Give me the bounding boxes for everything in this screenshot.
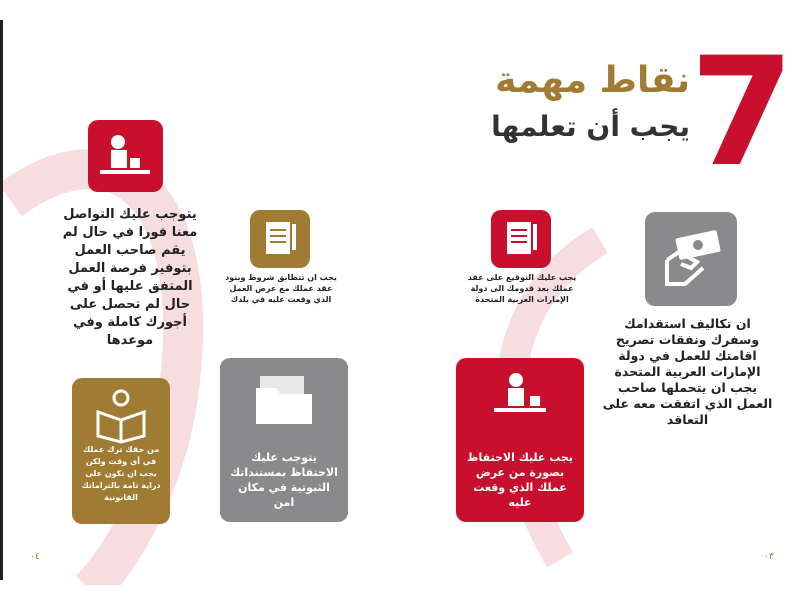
contract-match-text: يجب ان تتطابق شروط وبنود عقد عملك مع عرض العمل الذي وقعت عليه في بلدك xyxy=(225,273,337,304)
title-main: نقاط مهمة xyxy=(495,60,690,101)
leave-job-tile xyxy=(72,378,170,524)
worker-desk-icon xyxy=(88,120,163,192)
bottom-margin xyxy=(0,585,800,600)
sign-contract-text: يجب عليك التوقيع على عقد عملك بعد قدومك الى دولة الإمارات العربية المتحدة xyxy=(467,273,577,304)
page-number-right: ٠٣ xyxy=(764,552,774,562)
contact-tile xyxy=(88,120,163,192)
keep-offer-tile xyxy=(456,358,584,522)
title-sub: يجب أن تعلمها xyxy=(491,110,690,143)
money-tile xyxy=(645,212,737,306)
keep-documents-text: يتوجب عليك الاحتفاظ بمستنداتك الثبوتية في مكان امن xyxy=(230,451,338,509)
leave-job-text: من حقك ترك عملك في أي وقت ولكن يجب ان تكون على دراية تامة بالتزاماتك القانونية xyxy=(81,445,161,502)
page-number-left: ٠٤ xyxy=(30,552,40,562)
folder-icon xyxy=(220,358,348,438)
keep-documents-tile xyxy=(220,358,348,522)
money-hand-icon xyxy=(645,212,737,306)
person-reading-icon xyxy=(72,378,170,448)
costs-text: ان تكاليف استقدامك وسفرك ونفقات تصريح اقامتك للعمل في دولة الإمارات العربية المتحدة يجب ان يتحملها صاحب العمل الذي اتفقت معه على التعاقد xyxy=(602,316,773,427)
contact-text: يتوجب عليك التواصل معنا فورا في حال لم يقم صاحب العمل بتوفير فرصة العمل المتفق عليها أو في حال لم تحصل على أجورك كاملة وفي موعدها xyxy=(62,207,198,348)
document-pen-icon-2 xyxy=(250,210,310,268)
worker-desk-icon-2 xyxy=(456,358,584,438)
page-edge xyxy=(0,20,3,580)
sign-contract-tile xyxy=(491,210,551,268)
number-seven: 7 xyxy=(690,26,795,200)
keep-offer-text: يجب عليك الاحتفاظ بصورة من عرض عملك الذي وقعت عليه xyxy=(467,451,573,509)
contract-match-tile xyxy=(250,210,310,268)
document-pen-icon xyxy=(491,210,551,268)
